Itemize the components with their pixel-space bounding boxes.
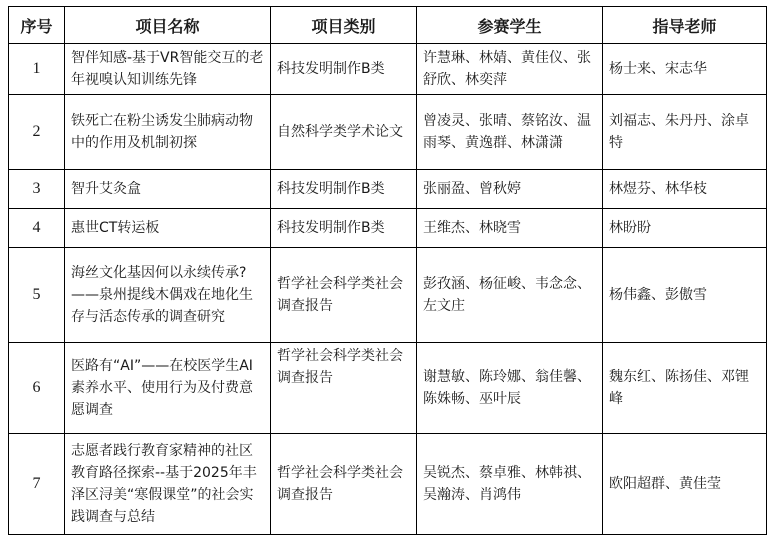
project-category: 科技发明制作B类 [271,44,417,95]
project-name: 医路有“AI”——在校医学生AI素养水平、使用行为及付费意愿调查 [65,343,271,434]
table-row [9,248,767,343]
students: 曾凌灵、张晴、蔡铭汝、温雨琴、黄逸群、林潇潇 [417,95,603,170]
teachers: 杨士来、宋志华 [603,44,767,95]
teachers: 欧阳超群、黄佳莹 [603,434,767,535]
row-number: 2 [9,95,65,170]
project-name: 智升艾灸盒 [65,170,271,209]
students: 彭孜涵、杨征峻、韦念念、左文庄 [417,248,603,343]
teachers: 林煜芬、林华枝 [603,170,767,209]
project-name: 铁死亡在粉尘诱发尘肺病动物中的作用及机制初探 [65,95,271,170]
project-name: 惠世CT转运板 [65,209,271,248]
row-number: 3 [9,170,65,209]
students: 谢慧敏、陈玲娜、翁佳馨、陈姝畅、巫叶辰 [417,343,603,434]
header-students: 参赛学生 [417,7,603,44]
row-number: 5 [9,248,65,343]
project-category: 科技发明制作B类 [271,170,417,209]
row-number: 4 [9,209,65,248]
students: 张丽盈、曾秋婷 [417,170,603,209]
project-name: 志愿者践行教育家精神的社区教育路径探索--基于2025年丰泽区浔美“寒假课堂”的社会实践调查与总结 [65,434,271,535]
table-row [9,44,767,95]
header-teachers: 指导老师 [603,7,767,44]
project-category: 自然科学类学术论文 [271,95,417,170]
project-name: 智伴知感-基于VR智能交互的老年视嗅认知训练先锋 [65,44,271,95]
table-row [9,95,767,170]
table-row [9,209,767,248]
project-category: 哲学社会科学类社会调查报告 [271,343,417,434]
header-number: 序号 [9,7,65,44]
teachers: 杨伟鑫、彭傲雪 [603,248,767,343]
teachers: 刘福志、朱丹丹、涂卓特 [603,95,767,170]
project-category: 哲学社会科学类社会调查报告 [271,248,417,343]
table-header-row [9,7,767,44]
teachers: 魏东红、陈扬佳、邓锂峰 [603,343,767,434]
header-project-name: 项目名称 [65,7,271,44]
row-number: 6 [9,343,65,434]
table-row [9,170,767,209]
project-name: 海丝文化基因何以永续传承?——泉州提线木偶戏在地化生存与活态传承的调查研究 [65,248,271,343]
table-row [9,343,767,434]
students: 王维杰、林晓雪 [417,209,603,248]
header-project-category: 项目类别 [271,7,417,44]
project-category: 哲学社会科学类社会调查报告 [271,434,417,535]
students: 许慧琳、林婧、黄佳仪、张舒欣、林奕萍 [417,44,603,95]
project-category: 科技发明制作B类 [271,209,417,248]
row-number: 1 [9,44,65,95]
students: 吴锐杰、蔡卓雅、林韩祺、吴瀚涛、肖鸿伟 [417,434,603,535]
teachers: 林盼盼 [603,209,767,248]
projects-table [8,6,767,535]
row-number: 7 [9,434,65,535]
table-row [9,434,767,535]
